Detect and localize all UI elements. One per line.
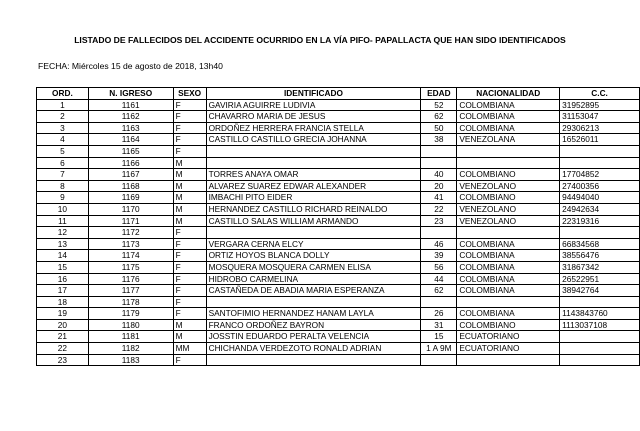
cell-ord: 15 bbox=[37, 261, 89, 273]
cell-nacionalidad: COLOMBIANA bbox=[457, 111, 560, 123]
cell-ord: 17 bbox=[37, 285, 89, 297]
cell-cc: 29306213 bbox=[560, 122, 640, 134]
table-row bbox=[37, 157, 640, 169]
cell-edad: 46 bbox=[421, 238, 457, 250]
table-row bbox=[37, 238, 640, 250]
cell-n-ingreso: 1178 bbox=[88, 296, 173, 308]
cell-ord: 22 bbox=[37, 343, 89, 355]
cell-nacionalidad: COLOMBIANA bbox=[457, 250, 560, 262]
table-row bbox=[37, 99, 640, 111]
header-identificado: IDENTIFICADO bbox=[206, 88, 421, 100]
cell-nacionalidad: COLOMBIANA bbox=[457, 99, 560, 111]
cell-identificado: CHICHANDA VERDEZOTO RONALD ADRIAN bbox=[206, 343, 421, 355]
cell-identificado: VERGARA CERNA ELCY bbox=[206, 238, 421, 250]
table-row bbox=[37, 192, 640, 204]
cell-sexo: M bbox=[173, 169, 206, 181]
cell-n-ingreso: 1169 bbox=[88, 192, 173, 204]
cell-nacionalidad: ECUATORIANO bbox=[457, 331, 560, 343]
cell-sexo: M bbox=[173, 203, 206, 215]
cell-n-ingreso: 1172 bbox=[88, 227, 173, 239]
cell-n-ingreso: 1171 bbox=[88, 215, 173, 227]
cell-cc: 26522951 bbox=[560, 273, 640, 285]
header-ord: ORD. bbox=[37, 88, 89, 100]
cell-edad: 52 bbox=[421, 99, 457, 111]
table-row bbox=[37, 319, 640, 331]
cell-ord: 21 bbox=[37, 331, 89, 343]
cell-nacionalidad: VENEZOLANO bbox=[457, 215, 560, 227]
table-row bbox=[37, 331, 640, 343]
cell-cc bbox=[560, 331, 640, 343]
cell-ord: 14 bbox=[37, 250, 89, 262]
cell-ord: 5 bbox=[37, 145, 89, 157]
cell-sexo: MM bbox=[173, 343, 206, 355]
cell-sexo: F bbox=[173, 134, 206, 146]
header-edad: EDAD bbox=[421, 88, 457, 100]
cell-cc: 17704852 bbox=[560, 169, 640, 181]
cell-nacionalidad: VENEZOLANA bbox=[457, 134, 560, 146]
cell-sexo: M bbox=[173, 180, 206, 192]
table-row bbox=[37, 227, 640, 239]
cell-edad: 22 bbox=[421, 203, 457, 215]
table-row bbox=[37, 285, 640, 297]
cell-identificado: CASTILLO CASTILLO GRECIA JOHANNA bbox=[206, 134, 421, 146]
cell-edad: 62 bbox=[421, 285, 457, 297]
table-row bbox=[37, 343, 640, 355]
cell-edad: 26 bbox=[421, 308, 457, 320]
table-row bbox=[37, 250, 640, 262]
cell-ord: 11 bbox=[37, 215, 89, 227]
cell-ord: 8 bbox=[37, 180, 89, 192]
cell-identificado: ORTIZ HOYOS BLANCA DOLLY bbox=[206, 250, 421, 262]
cell-n-ingreso: 1181 bbox=[88, 331, 173, 343]
cell-sexo: M bbox=[173, 215, 206, 227]
cell-cc: 24942634 bbox=[560, 203, 640, 215]
cell-cc bbox=[560, 145, 640, 157]
cell-n-ingreso: 1167 bbox=[88, 169, 173, 181]
cell-n-ingreso: 1166 bbox=[88, 157, 173, 169]
cell-identificado bbox=[206, 296, 421, 308]
cell-sexo: F bbox=[173, 238, 206, 250]
cell-sexo: M bbox=[173, 319, 206, 331]
cell-cc: 31952895 bbox=[560, 99, 640, 111]
cell-ord: 3 bbox=[37, 122, 89, 134]
cell-cc: 31153047 bbox=[560, 111, 640, 123]
cell-nacionalidad bbox=[457, 227, 560, 239]
cell-sexo: F bbox=[173, 285, 206, 297]
cell-identificado: HIDROBO CARMELINA bbox=[206, 273, 421, 285]
cell-n-ingreso: 1182 bbox=[88, 343, 173, 355]
cell-nacionalidad: COLOMBIANO bbox=[457, 169, 560, 181]
table-row bbox=[37, 111, 640, 123]
cell-sexo: F bbox=[173, 273, 206, 285]
cell-n-ingreso: 1175 bbox=[88, 261, 173, 273]
cell-cc: 1113037108 bbox=[560, 319, 640, 331]
cell-edad: 38 bbox=[421, 134, 457, 146]
cell-cc bbox=[560, 354, 640, 366]
cell-identificado: FRANCO ORDOÑEZ BAYRON bbox=[206, 319, 421, 331]
cell-sexo: F bbox=[173, 99, 206, 111]
cell-edad: 23 bbox=[421, 215, 457, 227]
cell-identificado: IMBACHI PITO EIDER bbox=[206, 192, 421, 204]
cell-sexo: F bbox=[173, 250, 206, 262]
cell-nacionalidad: COLOMBIANO bbox=[457, 192, 560, 204]
cell-ord: 16 bbox=[37, 273, 89, 285]
cell-nacionalidad: COLOMBIANA bbox=[457, 238, 560, 250]
cell-n-ingreso: 1161 bbox=[88, 99, 173, 111]
cell-edad: 31 bbox=[421, 319, 457, 331]
cell-sexo: F bbox=[173, 111, 206, 123]
cell-ord: 2 bbox=[37, 111, 89, 123]
cell-nacionalidad: COLOMBIANA bbox=[457, 285, 560, 297]
cell-ord: 1 bbox=[37, 99, 89, 111]
cell-edad: 20 bbox=[421, 180, 457, 192]
cell-cc: 31867342 bbox=[560, 261, 640, 273]
cell-cc: 1143843760 bbox=[560, 308, 640, 320]
cell-cc: 22319316 bbox=[560, 215, 640, 227]
cell-nacionalidad bbox=[457, 157, 560, 169]
cell-ord: 19 bbox=[37, 308, 89, 320]
table-row bbox=[37, 296, 640, 308]
cell-sexo: M bbox=[173, 331, 206, 343]
cell-cc bbox=[560, 296, 640, 308]
table-row bbox=[37, 215, 640, 227]
cell-n-ingreso: 1179 bbox=[88, 308, 173, 320]
cell-identificado: CHAVARRO MARIA DE JESUS bbox=[206, 111, 421, 123]
cell-ord: 4 bbox=[37, 134, 89, 146]
cell-identificado bbox=[206, 145, 421, 157]
cell-sexo: F bbox=[173, 354, 206, 366]
cell-n-ingreso: 1170 bbox=[88, 203, 173, 215]
cell-n-ingreso: 1164 bbox=[88, 134, 173, 146]
cell-ord: 20 bbox=[37, 319, 89, 331]
cell-ord: 9 bbox=[37, 192, 89, 204]
cell-edad: 15 bbox=[421, 331, 457, 343]
cell-edad bbox=[421, 227, 457, 239]
cell-edad: 41 bbox=[421, 192, 457, 204]
cell-nacionalidad: VENEZOLANO bbox=[457, 203, 560, 215]
table-row bbox=[37, 354, 640, 366]
cell-nacionalidad: VENEZOLANO bbox=[457, 180, 560, 192]
cell-nacionalidad: COLOMBIANA bbox=[457, 308, 560, 320]
cell-cc: 16526011 bbox=[560, 134, 640, 146]
table-row bbox=[37, 308, 640, 320]
cell-edad bbox=[421, 145, 457, 157]
header-cc: C.C. bbox=[560, 88, 640, 100]
cell-cc bbox=[560, 343, 640, 355]
cell-identificado: JOSSTIN EDUARDO PERALTA VELENCIA bbox=[206, 331, 421, 343]
cell-n-ingreso: 1177 bbox=[88, 285, 173, 297]
cell-identificado: SANTOFIMIO HERNANDEZ HANAM LAYLA bbox=[206, 308, 421, 320]
cell-identificado: CASTAÑEDA DE ABADIA MARIA ESPERANZA bbox=[206, 285, 421, 297]
report-date: FECHA: Miércoles 15 de agosto de 2018, 13h40 bbox=[38, 61, 223, 71]
cell-nacionalidad: COLOMBIANO bbox=[457, 319, 560, 331]
table-row bbox=[37, 261, 640, 273]
cell-edad: 44 bbox=[421, 273, 457, 285]
cell-ord: 23 bbox=[37, 354, 89, 366]
table-row bbox=[37, 134, 640, 146]
cell-cc: 94494040 bbox=[560, 192, 640, 204]
cell-n-ingreso: 1165 bbox=[88, 145, 173, 157]
cell-nacionalidad: ECUATORIANO bbox=[457, 343, 560, 355]
cell-cc bbox=[560, 157, 640, 169]
cell-ord: 7 bbox=[37, 169, 89, 181]
table-row bbox=[37, 169, 640, 181]
cell-edad bbox=[421, 296, 457, 308]
cell-sexo: F bbox=[173, 308, 206, 320]
cell-n-ingreso: 1163 bbox=[88, 122, 173, 134]
header-n-ingreso: N. IGRESO bbox=[88, 88, 173, 100]
cell-ord: 12 bbox=[37, 227, 89, 239]
cell-nacionalidad bbox=[457, 145, 560, 157]
cell-sexo: F bbox=[173, 261, 206, 273]
cell-edad bbox=[421, 157, 457, 169]
cell-ord: 13 bbox=[37, 238, 89, 250]
cell-identificado bbox=[206, 227, 421, 239]
cell-nacionalidad: COLOMBIANA bbox=[457, 122, 560, 134]
cell-n-ingreso: 1174 bbox=[88, 250, 173, 262]
cell-edad: 50 bbox=[421, 122, 457, 134]
cell-n-ingreso: 1168 bbox=[88, 180, 173, 192]
cell-edad: 1 A 9M bbox=[421, 343, 457, 355]
table-row bbox=[37, 273, 640, 285]
cell-cc: 27400356 bbox=[560, 180, 640, 192]
cell-identificado bbox=[206, 157, 421, 169]
cell-sexo: M bbox=[173, 192, 206, 204]
cell-identificado: MOSQUERA MOSQUERA CARMEN ELISA bbox=[206, 261, 421, 273]
fatalities-table bbox=[36, 87, 640, 366]
cell-identificado: HERNANDEZ CASTILLO RICHARD REINALDO bbox=[206, 203, 421, 215]
cell-identificado: TORRES ANAYA OMAR bbox=[206, 169, 421, 181]
cell-nacionalidad: COLOMBIANA bbox=[457, 261, 560, 273]
header-sexo: SEXO bbox=[173, 88, 206, 100]
cell-sexo: F bbox=[173, 122, 206, 134]
cell-cc: 38556476 bbox=[560, 250, 640, 262]
cell-sexo: F bbox=[173, 145, 206, 157]
document-title: LISTADO DE FALLECIDOS DEL ACCIDENTE OCURRIDO EN LA VÍA PIFO- PAPALLACTA QUE HAN SIDO IDENTIFICADOS bbox=[74, 35, 566, 45]
cell-edad: 39 bbox=[421, 250, 457, 262]
cell-cc: 66834568 bbox=[560, 238, 640, 250]
cell-identificado: ALVAREZ SUAREZ EDWAR ALEXANDER bbox=[206, 180, 421, 192]
cell-n-ingreso: 1162 bbox=[88, 111, 173, 123]
cell-cc: 38942764 bbox=[560, 285, 640, 297]
cell-edad: 62 bbox=[421, 111, 457, 123]
table-row bbox=[37, 145, 640, 157]
cell-edad bbox=[421, 354, 457, 366]
cell-n-ingreso: 1180 bbox=[88, 319, 173, 331]
cell-nacionalidad bbox=[457, 354, 560, 366]
header-nacionalidad: NACIONALIDAD bbox=[457, 88, 560, 100]
cell-identificado: GAVIRIA AGUIRRE LUDIVIA bbox=[206, 99, 421, 111]
cell-cc bbox=[560, 227, 640, 239]
cell-sexo: M bbox=[173, 157, 206, 169]
cell-ord: 10 bbox=[37, 203, 89, 215]
cell-ord: 6 bbox=[37, 157, 89, 169]
cell-nacionalidad: COLOMBIANA bbox=[457, 273, 560, 285]
cell-identificado: ORDOÑEZ HERRERA FRANCIA STELLA bbox=[206, 122, 421, 134]
cell-nacionalidad bbox=[457, 296, 560, 308]
cell-identificado bbox=[206, 354, 421, 366]
cell-edad: 40 bbox=[421, 169, 457, 181]
cell-n-ingreso: 1176 bbox=[88, 273, 173, 285]
cell-sexo: F bbox=[173, 227, 206, 239]
table-header-row bbox=[37, 88, 640, 100]
cell-n-ingreso: 1173 bbox=[88, 238, 173, 250]
cell-identificado: CASTILLO SALAS WILLIAM ARMANDO bbox=[206, 215, 421, 227]
cell-edad: 56 bbox=[421, 261, 457, 273]
cell-sexo: F bbox=[173, 296, 206, 308]
cell-ord: 18 bbox=[37, 296, 89, 308]
table-row bbox=[37, 122, 640, 134]
cell-n-ingreso: 1183 bbox=[88, 354, 173, 366]
table-row bbox=[37, 180, 640, 192]
table-row bbox=[37, 203, 640, 215]
